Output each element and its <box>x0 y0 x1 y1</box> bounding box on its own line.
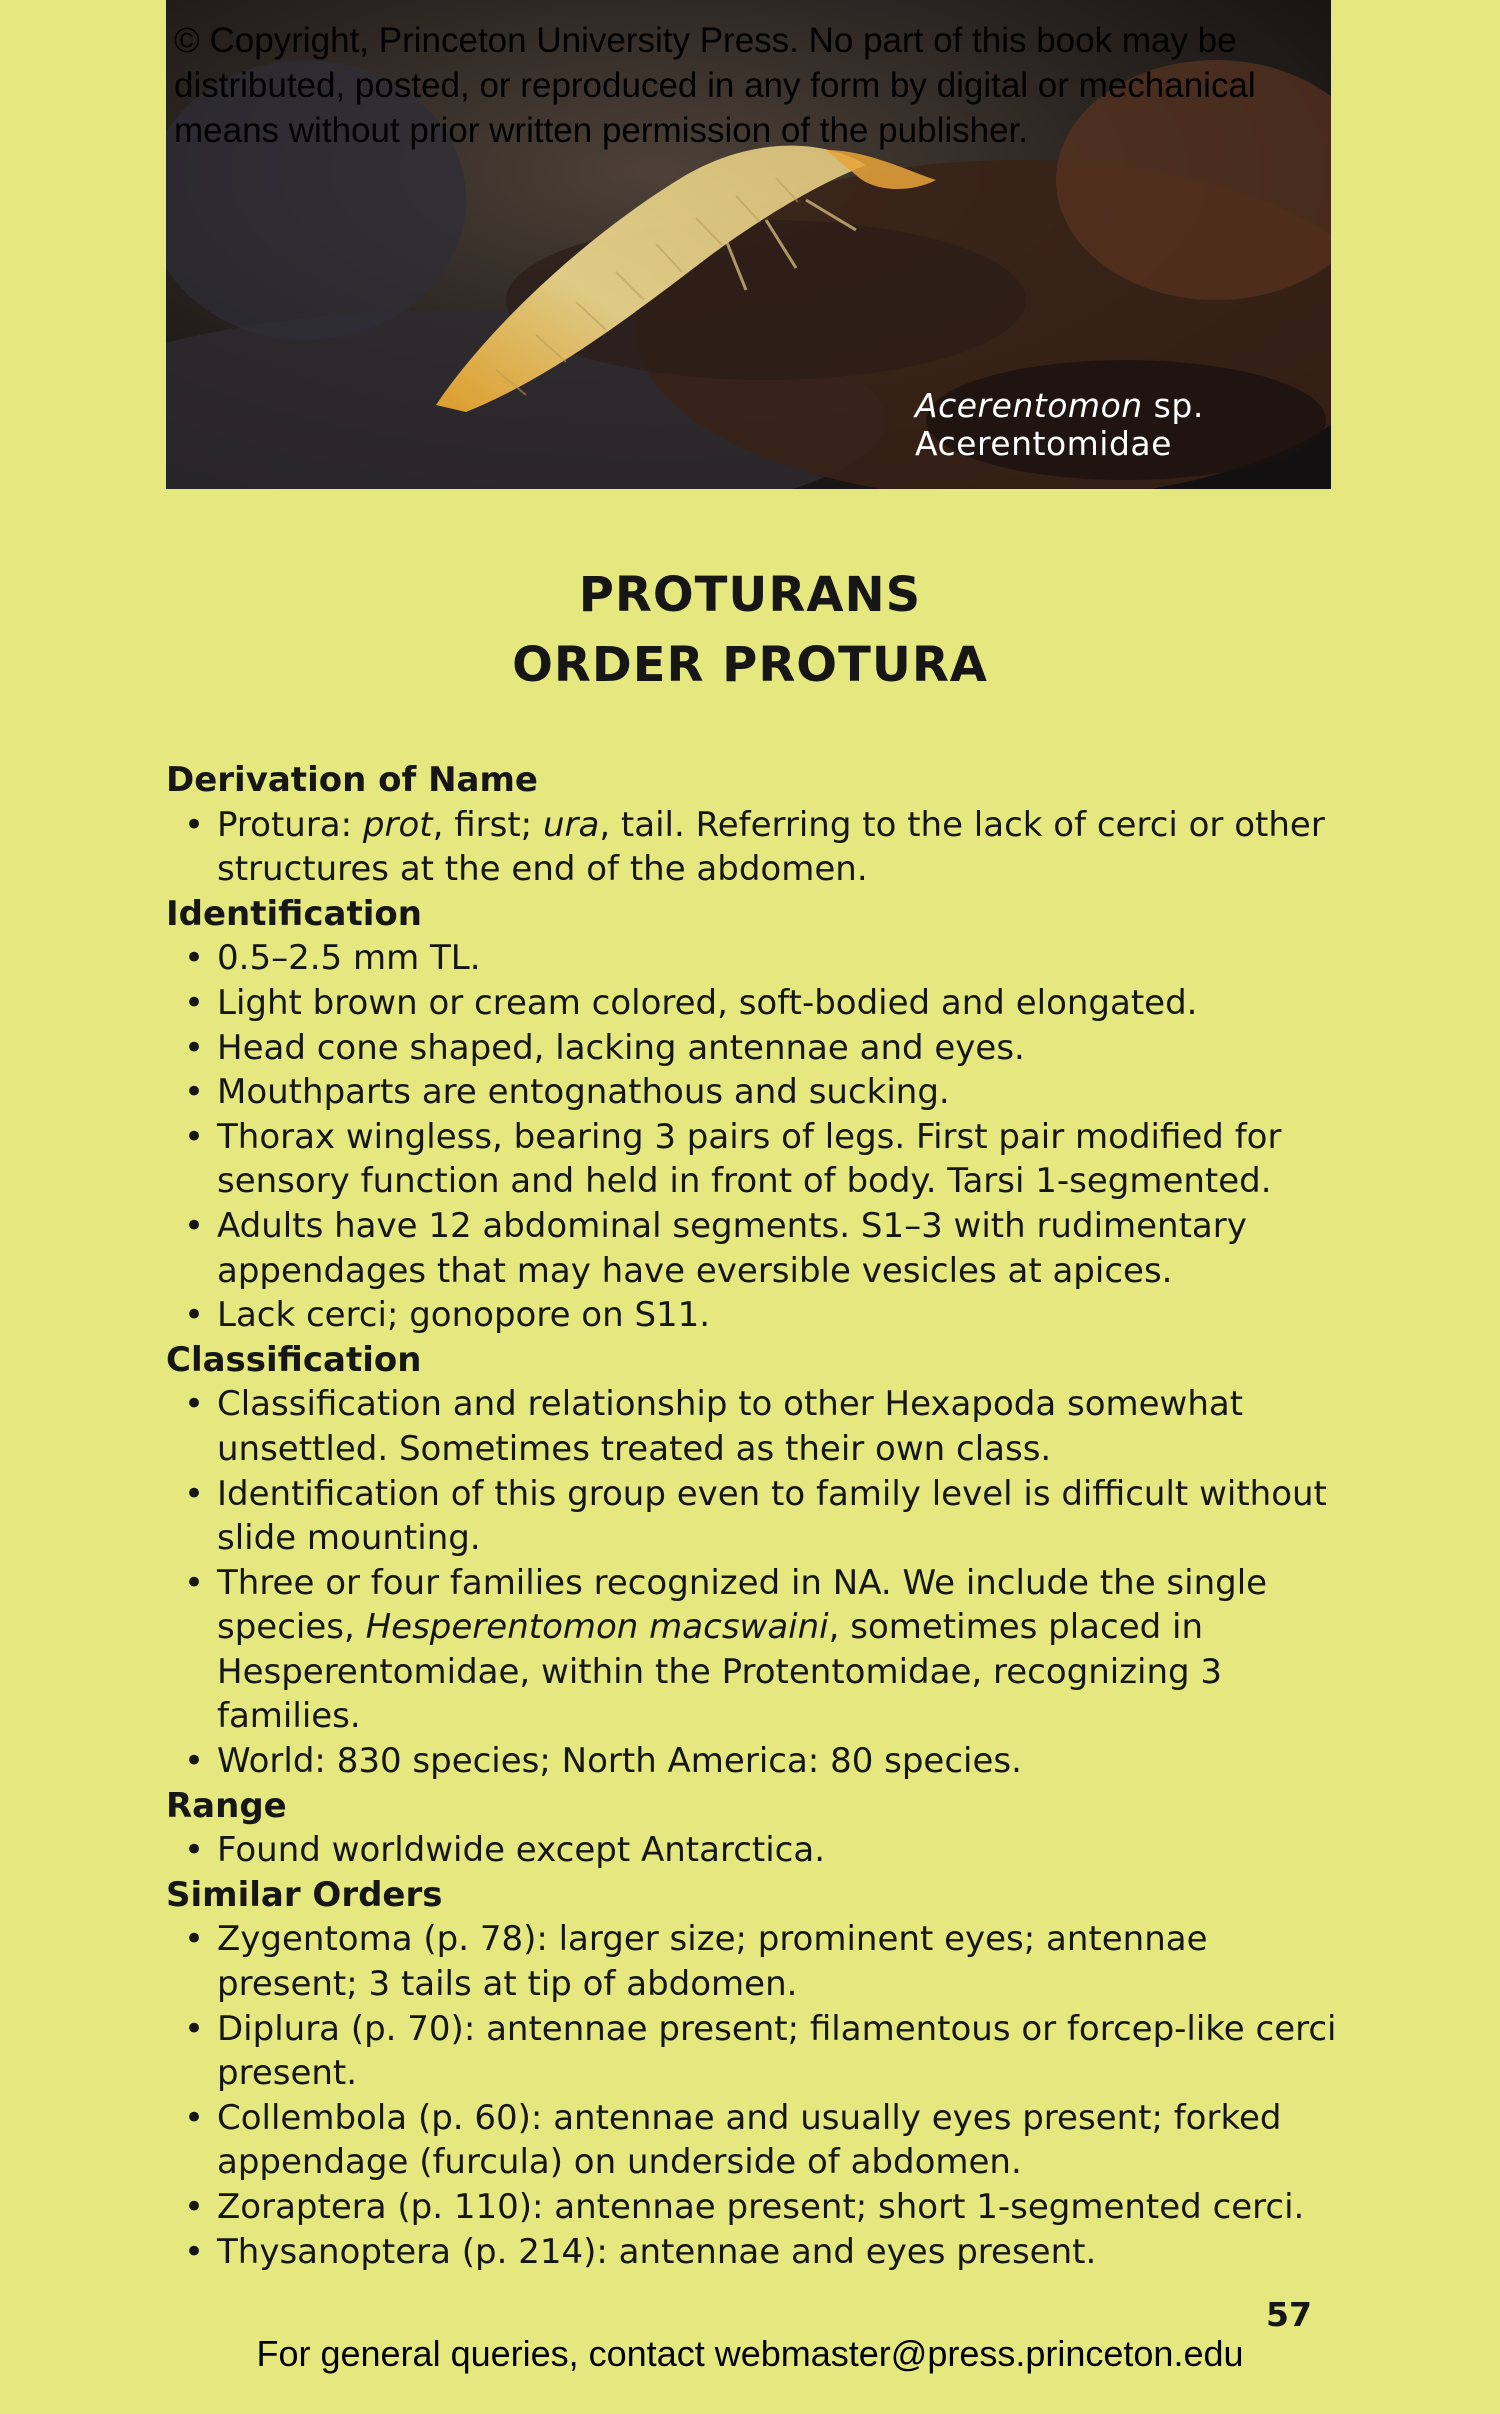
footer-contact: For general queries, contact webmaster@press.princeton.edu <box>256 2333 1244 2374</box>
section-heading-classification: Classification <box>166 1339 422 1380</box>
list-item: • Mouthparts are entognathous and sucking. <box>166 1070 1346 1115</box>
list-item: • Found worldwide except Antarctica. <box>166 1828 1346 1873</box>
section-heading-derivation: Derivation of Name <box>166 760 538 800</box>
classification-list <box>166 1382 1346 1783</box>
list-item: • Protura: prot, first; ura, tail. Referring to the lack of cerci or other structures at the end of the abdomen. <box>166 803 1346 892</box>
caption-suffix: sp. <box>1142 386 1204 425</box>
derivation-list <box>166 803 1346 892</box>
list-item: • Collembola (p. 60): antennae and usually eyes present; forked appendage (furcula) on underside of abdomen. <box>166 2096 1346 2185</box>
copyright-notice: © Copyright, Princeton University Press. No part of this book may be distributed, posted, or reproduced in any form by digital or mechanical means without prior written permission of the publisher. <box>174 21 1256 150</box>
section-heading-identification: Identification <box>166 893 422 934</box>
list-item: • Light brown or cream colored, soft-bodied and elongated. <box>166 981 1346 1026</box>
list-item: • Diplura (p. 70): antennae present; filamentous or forcep-like cerci present. <box>166 2007 1346 2096</box>
italic-term: ura <box>542 804 600 845</box>
list-item: • Three or four families recognized in NA. We include the single species, Hesperentomon macswaini, sometimes placed in Hesperentomidae, within the Protentomidae, recognizing 3 families. <box>166 1561 1346 1739</box>
list-item: • Classification and relationship to other Hexapoda somewhat unsettled. Sometimes treated as their own class. <box>166 1382 1346 1471</box>
list-item: • Head cone shaped, lacking antennae and eyes. <box>166 1026 1346 1071</box>
article-body <box>166 758 1346 2274</box>
range-list <box>166 1828 1346 1873</box>
section-heading-range: Range <box>166 1785 287 1826</box>
list-item: • Zygentoma (p. 78): larger size; prominent eyes; antennae present; 3 tails at tip of abdomen. <box>166 1917 1346 2006</box>
list-item: • Thysanoptera (p. 214): antennae and eyes present. <box>166 2230 1346 2275</box>
page-subtitle: ORDER PROTURA <box>512 637 988 693</box>
list-item: • World: 830 species; North America: 80 species. <box>166 1739 1346 1784</box>
page-title: PROTURANS <box>578 567 922 623</box>
specimen-photo <box>166 0 1331 489</box>
list-item: • Zoraptera (p. 110): antennae present; short 1-segmented cerci. <box>166 2185 1346 2230</box>
page-number: 57 <box>1266 2295 1312 2334</box>
list-item: • Identification of this group even to family level is difficult without slide mounting. <box>166 1472 1346 1561</box>
list-item: • Thorax wingless, bearing 3 pairs of legs. First pair modified for sensory function and held in front of body. Tarsi 1-segmented. <box>166 1115 1346 1204</box>
identification-list <box>166 936 1346 1337</box>
list-item: • Adults have 12 abdominal segments. S1–3 with rudimentary appendages that may have eversible vesicles at apices. <box>166 1204 1346 1293</box>
italic-species-name: Hesperentomon macswaini <box>365 1607 829 1648</box>
section-heading-similar-orders: Similar Orders <box>166 1874 443 1915</box>
photo-caption <box>915 387 1204 463</box>
italic-term: prot <box>362 804 433 845</box>
similar-orders-list <box>166 1917 1346 2274</box>
list-item: • Lack cerci; gonopore on S11. <box>166 1293 1346 1338</box>
list-item: • 0.5–2.5 mm TL. <box>166 936 1346 981</box>
caption-genus: Acerentomon <box>915 386 1143 425</box>
caption-family: Acerentomidae <box>915 424 1172 463</box>
